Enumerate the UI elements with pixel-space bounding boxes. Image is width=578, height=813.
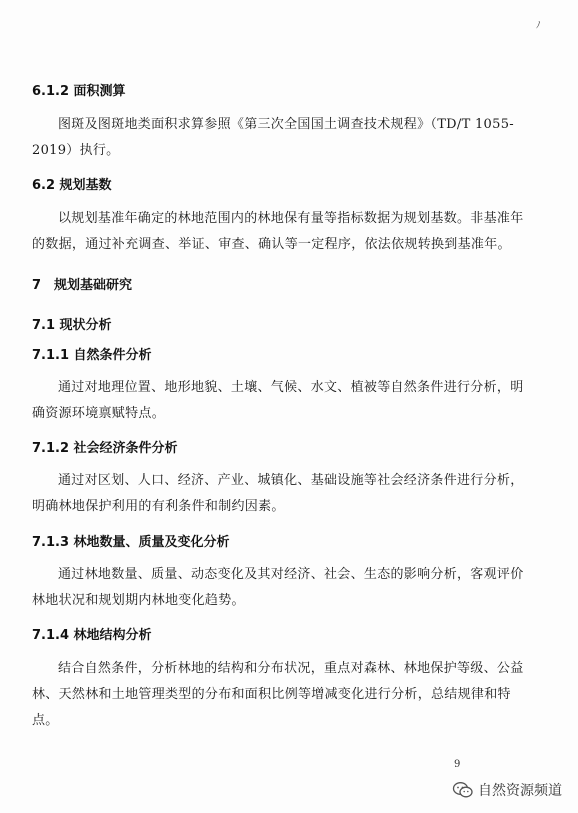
heading-7-1: 7.1 现状分析 bbox=[32, 318, 112, 333]
heading-7: 7 规划基础研究 bbox=[32, 278, 133, 293]
heading-7-1-3: 7.1.3 林地数量、质量及变化分析 bbox=[32, 535, 230, 550]
heading-6-1-2: 6.1.2 面积测算 bbox=[32, 84, 126, 99]
wechat-icon bbox=[452, 781, 474, 799]
heading-7-1-4: 7.1.4 林地结构分析 bbox=[32, 628, 152, 643]
paragraph-7-1-1: 通过对地理位置、地形地貌、土壤、气候、水文、植被等自然条件进行分析，明确资源环境禀赋特点。 bbox=[32, 380, 524, 421]
paragraph-7-1-2: 通过对区划、人口、经济、产业、城镇化、基础设施等社会经济条件进行分析，明确林地保护利用的有利条件和制约因素。 bbox=[32, 473, 524, 514]
paragraph-6-1-2: 图斑及图斑地类面积求算参照《第三次全国国土调查技术规程》（TD/T 1055-2019）执行。 bbox=[32, 117, 514, 158]
paragraph-6-2: 以规划基准年确定的林地范围内的林地保有量等指标数据为规划基数。非基准年的数据，通过补充调查、举证、审查、确认等一定程序，依法依规转换到基准年。 bbox=[32, 211, 524, 252]
heading-7-1-1: 7.1.1 自然条件分析 bbox=[32, 348, 152, 363]
watermark-text: 自然资源频道 bbox=[478, 783, 562, 799]
corner-mark: ﾉ bbox=[536, 21, 541, 31]
paragraph-7-1-3: 通过林地数量、质量、动态变化及其对经济、社会、生态的影响分析，客观评价林地状况和规划期内林地变化趋势。 bbox=[32, 567, 524, 608]
paragraph-7-1-4: 结合自然条件，分析林地的结构和分布状况，重点对森林、林地保护等级、公益林、天然林和土地管理类型的分布和面积比例等增减变化进行分析，总结规律和特点。 bbox=[32, 661, 524, 728]
watermark bbox=[452, 780, 562, 800]
heading-7-1-2: 7.1.2 社会经济条件分析 bbox=[32, 441, 178, 456]
page-number: 9 bbox=[454, 759, 461, 770]
heading-6-2: 6.2 规划基数 bbox=[32, 178, 112, 193]
